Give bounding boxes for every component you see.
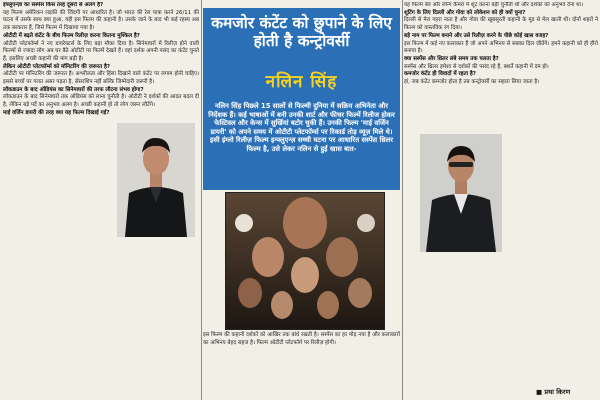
interview-question: क्या सस्पेंस और थ्रिलर लंबे समय तक चलता है? bbox=[404, 55, 499, 62]
interview-question: ओटीटी में बढ़ते कंटेंट के बीच फिल्म रिलीज़ करना कितना मुश्किल है? bbox=[3, 32, 140, 39]
nalin-singh-photo-left bbox=[117, 123, 195, 237]
feature-center bbox=[203, 2, 400, 398]
interview-question: शूटिंग के लिए दिल्ली और गोवा को लोकेशन को ही क्यों चुना? bbox=[404, 9, 526, 16]
intro-text: नलिन सिंह पिछले 15 सालों से फिल्मी दुनिया में सक्रिय अभिनेता और निर्देशक हैं। कई भाषाओं में बनी उनकी शार्ट और फीचर फिल्में रिलीज होकर फेस्टिवल और केन्स में सुर्खियां बटोर चुकी हैं। उनकी फिल्म 'माई वर्जिन डायरी' को अपने समय में ओटीटी प्लेटफॉर्म्स पर रिकार्ड तोड़ व्यूज़ मिले थे। इसी इंग्लो रिलीज़ फिल्म इन्फ्लुएन्ज़ सच्ची घटना पर आधारित सस्पेंस थ्रिलर फिल्म है, उसे लेकर नलिन से हुई खास बात- bbox=[208, 102, 395, 153]
subject-name: नलिन सिंह bbox=[265, 72, 338, 92]
interview-answer: इस फिल्म में कई नए कलाकार हैं जो अपने अभिनय से सबका दिल जीतेंगे। हमने कहानी को ही हीरो बनाया है। bbox=[404, 40, 598, 55]
interview-question: लॉकडाउन के बाद ऑडियंस का सिनेमाघरों की तरफ लौटना संभव होगा? bbox=[3, 86, 144, 93]
interview-question: इंफ्लुएन्ज़ा का सस्पेंस किस तरह दूसरों से अलग है? bbox=[3, 2, 104, 8]
headline: कमजोर कंटेंट को छुपाने के लिए होती है कन्ट्रोवर्सी bbox=[211, 14, 392, 50]
interview-answer: दिल्ली से मेरा गहरा नाता है और गोवा की खूबसूरती कहानी के मूड से मेल खाती थी। दोनों शहरों ने फिल्म को वास्तविक रंग दिया। bbox=[404, 17, 598, 32]
interview-answer: सस्पेंस और थ्रिलर हमेशा से दर्शकों की पसंद रहे हैं, बशर्ते कहानी में दम हो। bbox=[404, 63, 549, 70]
nalin-singh-photo-right bbox=[420, 134, 502, 252]
interview-answer: हां, जब कंटेंट कमजोर होता है तब कन्ट्रोवर्सी का सहारा लिया जाता है। bbox=[404, 79, 540, 86]
headline-box bbox=[203, 8, 400, 100]
body-text-center: इस फिल्म की कहानी दर्शकों को आखिर तक बांधे रखती है। सस्पेंस का हर मोड़ नया है और कलाकारों का अभिनय बेहद सहज है। फिल्म ओटीटी प्लेटफॉर्म पर रिलीज़ होगी। bbox=[203, 332, 400, 346]
byline: ■ प्रथा किरण bbox=[536, 388, 571, 396]
interview-answer: लॉकडाउन के बाद सिनेमाघरों तक ऑडियंस को लाना चुनौती है। ओटीटी ने दर्शकों की आदत बदल दी है, लेकिन बड़े पर्दे का अनुभव अलग है। अच्छी कहानी हो तो लोग जरूर लौटेंगे। bbox=[3, 94, 199, 109]
interview-question: कमजोर कंटेंट ही विवादों में रहता है? bbox=[404, 71, 476, 78]
interview-answer: यह फिल्म बेव और लॉन्ग कैमरा में शूट करना बड़ी चुनौती थी और दर्शकों को अनुभव देना था। bbox=[404, 2, 583, 8]
interview-question: बड़े नाम पर फिल्म बनाने और उसे रिलीज़ करने के पीछे कोई खास वजह? bbox=[404, 32, 549, 39]
interview-answer: ओटीटी पर मॉनिटरिंग की जरूरत है। अश्लीलता और हिंसा दिखाने वाले कंटेंट पर लगाम होनी चाहिए। इससे बच्चों पर गलत असर पड़ता है, सेंसरशिप नहीं बल्कि जिम्मेदारी जरूरी है। bbox=[3, 71, 199, 86]
interview-question: माई वर्जिन डायरी की तरह क्या यह फिल्म दिखाई गई? bbox=[3, 109, 110, 116]
interview-question: लेकिन ओटीटी प्लेटफॉर्म्स को मॉनिटरिंग की जरूरत है? bbox=[3, 63, 111, 70]
intro-box bbox=[203, 100, 400, 190]
film-poster bbox=[225, 192, 385, 330]
interview-answer: यह फिल्म अमेरिकन लड़की की जिंदगी पर आधारित है। जो भारत की रेल यात्रा करने 26/11 की घटना में उसके साथ क्या हुआ, यही इस फिल्म की कहानी है। उसके जाने के बाद भी कई रहस्य अब तक बरकरार हैं, जिसे फिल्म में दिखाया गया है। bbox=[3, 9, 199, 32]
interview-answer: ओटीटी प्लेटफॉर्म्स ने नए डायरेक्टर्स के लिए बड़ा मौका दिया है। सिनेमाघरों में रिलीज़ होने वाली फिल्मों से ज्यादा लोग अब घर बैठे ओटीटी पर फिल्में देखते हैं। वहां दर्शक अपनी पसंद का कंटेंट चुनते हैं, इसलिए अच्छी कहानी की मांग बढ़ी है। bbox=[3, 40, 199, 62]
